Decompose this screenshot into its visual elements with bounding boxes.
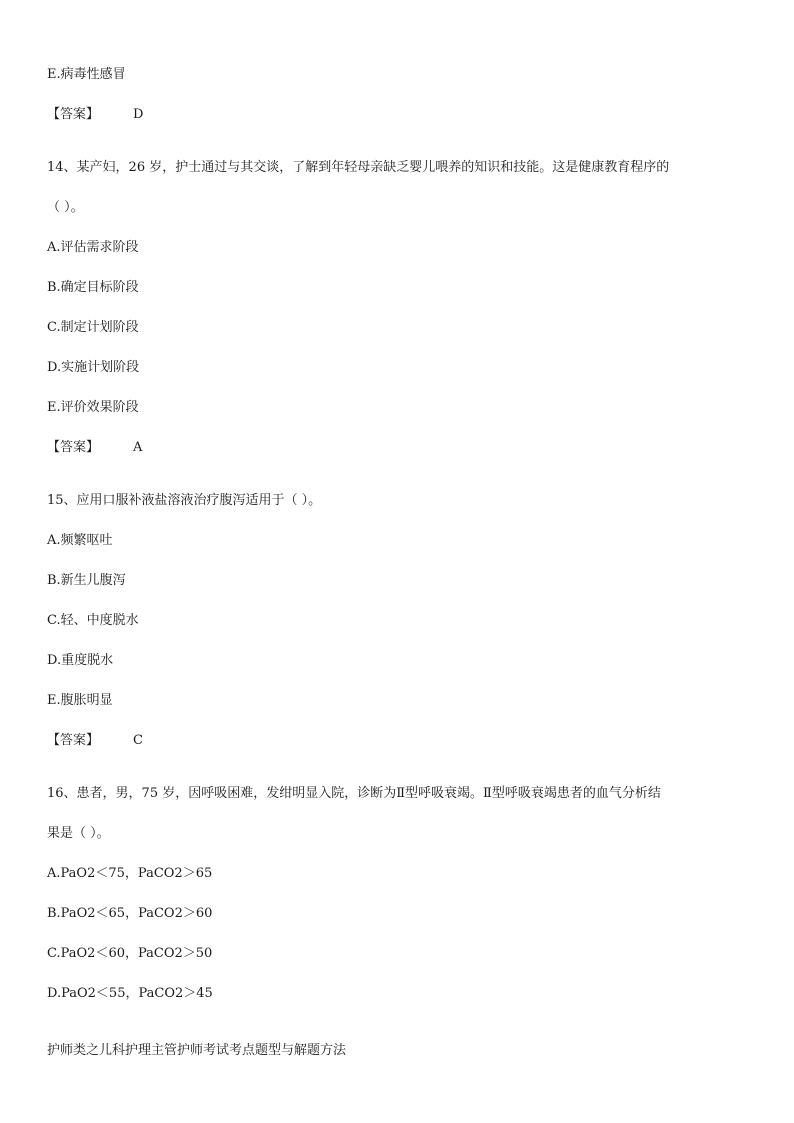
q14-option-c: C.制定计划阶段: [47, 320, 139, 335]
q15-option-e: E.腹胀明显: [47, 693, 113, 708]
q16-stem-line1: 16、患者，男，75 岁，因呼吸困难，发绀明显入院，诊断为Ⅱ型呼吸衰竭。Ⅱ型呼吸衰竭患者的血气分析结: [47, 786, 661, 801]
q14-option-a: A.评估需求阶段: [47, 240, 139, 255]
answer-label: 【答案】: [47, 440, 100, 455]
q15-stem-line1: 15、应用口服补液盐溶液治疗腹泻适用于（ ）。: [47, 493, 322, 508]
q14-stem-line1: 14、某产妇，26 岁，护士通过与其交谈，了解到年轻母亲缺乏婴儿喂养的知识和技能。这是健康教育程序的: [47, 160, 670, 175]
q16-stem-line2: 果是（ ）。: [47, 826, 110, 841]
prev-answer: [47, 106, 143, 124]
page-footer: 护师类之儿科护理主管护师考试考点题型与解题方法: [47, 1043, 347, 1058]
q14-stem-line2: （ ）。: [47, 200, 84, 215]
prev-option-e: E.病毒性感冒: [47, 67, 126, 82]
q14-answer: [47, 439, 142, 457]
q16-option-b: B.PaO2＜65，PaCO2＞60: [47, 906, 213, 921]
q14-option-b: B.确定目标阶段: [47, 280, 139, 295]
q15-option-b: B.新生儿腹泻: [47, 573, 126, 588]
answer-value: A: [133, 440, 143, 455]
answer-label: 【答案】: [47, 733, 100, 748]
q15-option-a: A.频繁呕吐: [47, 533, 113, 548]
q16-option-a: A.PaO2＜75，PaCO2＞65: [47, 866, 213, 881]
q15-answer: [47, 732, 143, 750]
answer-value: C: [133, 733, 143, 748]
q15-option-d: D.重度脱水: [47, 653, 114, 668]
q16-option-c: C.PaO2＜60，PaCO2＞50: [47, 946, 213, 961]
q14-option-e: E.评价效果阶段: [47, 400, 139, 415]
q16-option-d: D.PaO2＜55，PaCO2＞45: [47, 986, 213, 1001]
answer-label: 【答案】: [47, 107, 100, 122]
answer-value: D: [133, 107, 144, 122]
q14-option-d: D.实施计划阶段: [47, 360, 140, 375]
q15-option-c: C.轻、中度脱水: [47, 613, 139, 628]
